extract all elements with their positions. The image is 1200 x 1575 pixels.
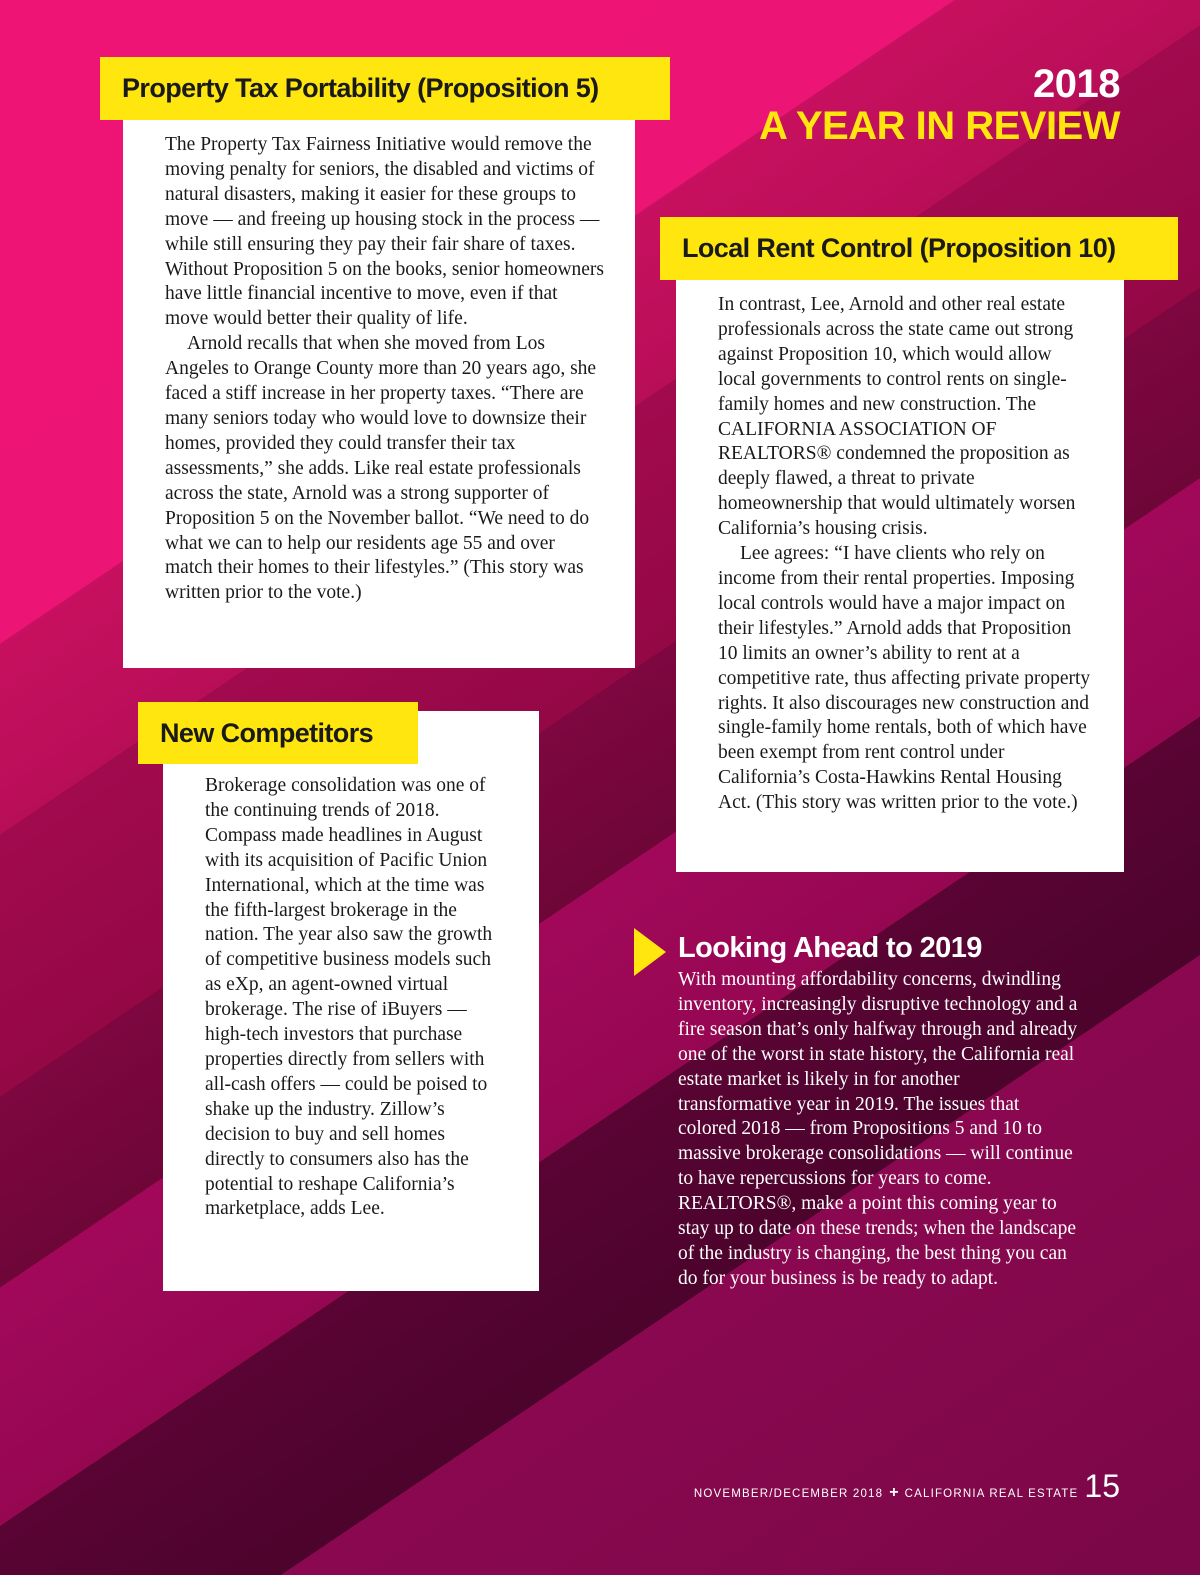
arrow-right-icon bbox=[634, 928, 666, 976]
page-number: 15 bbox=[1084, 1468, 1120, 1504]
competitors-paragraph: Brokerage consolidation was one of the continuing trends of 2018. Compass made headlines in August with its acquisition of Pacific Union International, which at the time was the fifth-largest brokerage in the nation. The year also saw the growth of competitive business models such as eXp, an agent-owned virtual brokerage. The rise of iBuyers — high-tech investors that purchase properties directly from sellers with all-cash offers — could be poised to shake up the industry. Zillow’s decision to buy and sell homes directly to consumers also has the potential to reshape California’s marketplace, adds Lee. bbox=[205, 775, 493, 1220]
prop5-body bbox=[165, 133, 605, 606]
competitors-body bbox=[205, 774, 505, 1222]
prop5-paragraph: The Property Tax Fairness Initiative would remove the moving penalty for seniors, the disabled and victims of natural disasters, making it easier for these groups to move — and freeing up housing stock in the process — while still ensuring they pay their fair share of taxes. Without Proposition 5 on the books, senior homeowners have little financial incentive to move, even if that move would better their quality of life. bbox=[165, 134, 605, 330]
looking-ahead-body: With mounting affordability concerns, dwindling inventory, increasingly disruptive technology and a fire season that’s only halfway through and already one of the worst in state history, the California real estate market is likely in for another transformative year in 2019. The issues that colored 2018 — from Propositions 5 and 10 to massive brokerage consolidations — will continue to have repercussions for years to come. REALTORS®, make a point this coming year to stay up to date on these trends; when the landscape of the industry is changing, the best thing you can do for your business is be ready to adapt. bbox=[678, 969, 1078, 1289]
competitors-card bbox=[163, 711, 539, 1291]
headline-title: A YEAR IN REVIEW bbox=[759, 104, 1120, 148]
prop10-heading: Local Rent Control (Proposition 10) bbox=[660, 217, 1178, 280]
headline-year: 2018 bbox=[1033, 62, 1120, 106]
looking-ahead-section bbox=[678, 930, 1078, 1292]
prop10-paragraph: Lee agrees: “I have clients who rely on income from their rental properties. Imposing local controls would have a major impact on their lifestyles.” Arnold adds that Proposition 10 limits an owner’s ability to rent at a competitive rate, thus affecting private property rights. It also discourages new construction and single-family home rentals, both of which have been exempt from rent control under California’s Costa-Hawkins Rental Housing Act. (This story was written prior to the vote.) bbox=[718, 543, 1091, 814]
prop5-paragraph: Arnold recalls that when she moved from Los Angeles to Orange County more than 20 years ago, she faced a stiff increase in her property taxes. “There are many seniors today who would love to downsize their homes, provided they could transfer their tax assessments,” she adds. Like real estate professionals across the state, Arnold was a strong supporter of Proposition 5 on the November ballot. “We need to do what we can to help our residents age 55 and over match their homes to their lifestyles.” (This story was written prior to the vote.) bbox=[165, 333, 597, 604]
prop5-card bbox=[123, 112, 635, 668]
page-headline bbox=[759, 64, 1120, 146]
footer-issue: NOVEMBER/DECEMBER 2018 bbox=[693, 1488, 884, 1500]
looking-ahead-title: Looking Ahead to 2019 bbox=[678, 932, 982, 964]
competitors-heading: New Competitors bbox=[138, 702, 418, 764]
footer-separator: + bbox=[889, 1484, 899, 1501]
prop10-paragraph: In contrast, Lee, Arnold and other real estate professionals across the state came out strong against Proposition 10, which would allow local governments to control rents on single-family homes and new construction. The CALIFORNIA ASSOCIATION OF REALTORS® condemned the proposition as deeply flawed, a threat to private homeownership that would ultimately worsen California’s housing crisis. bbox=[718, 294, 1076, 540]
prop10-body bbox=[718, 293, 1093, 816]
prop5-heading: Property Tax Portability (Proposition 5) bbox=[100, 57, 670, 120]
page-footer bbox=[694, 1468, 1120, 1505]
prop10-card bbox=[676, 272, 1124, 872]
footer-publication: CALIFORNIA REAL ESTATE bbox=[904, 1488, 1079, 1500]
